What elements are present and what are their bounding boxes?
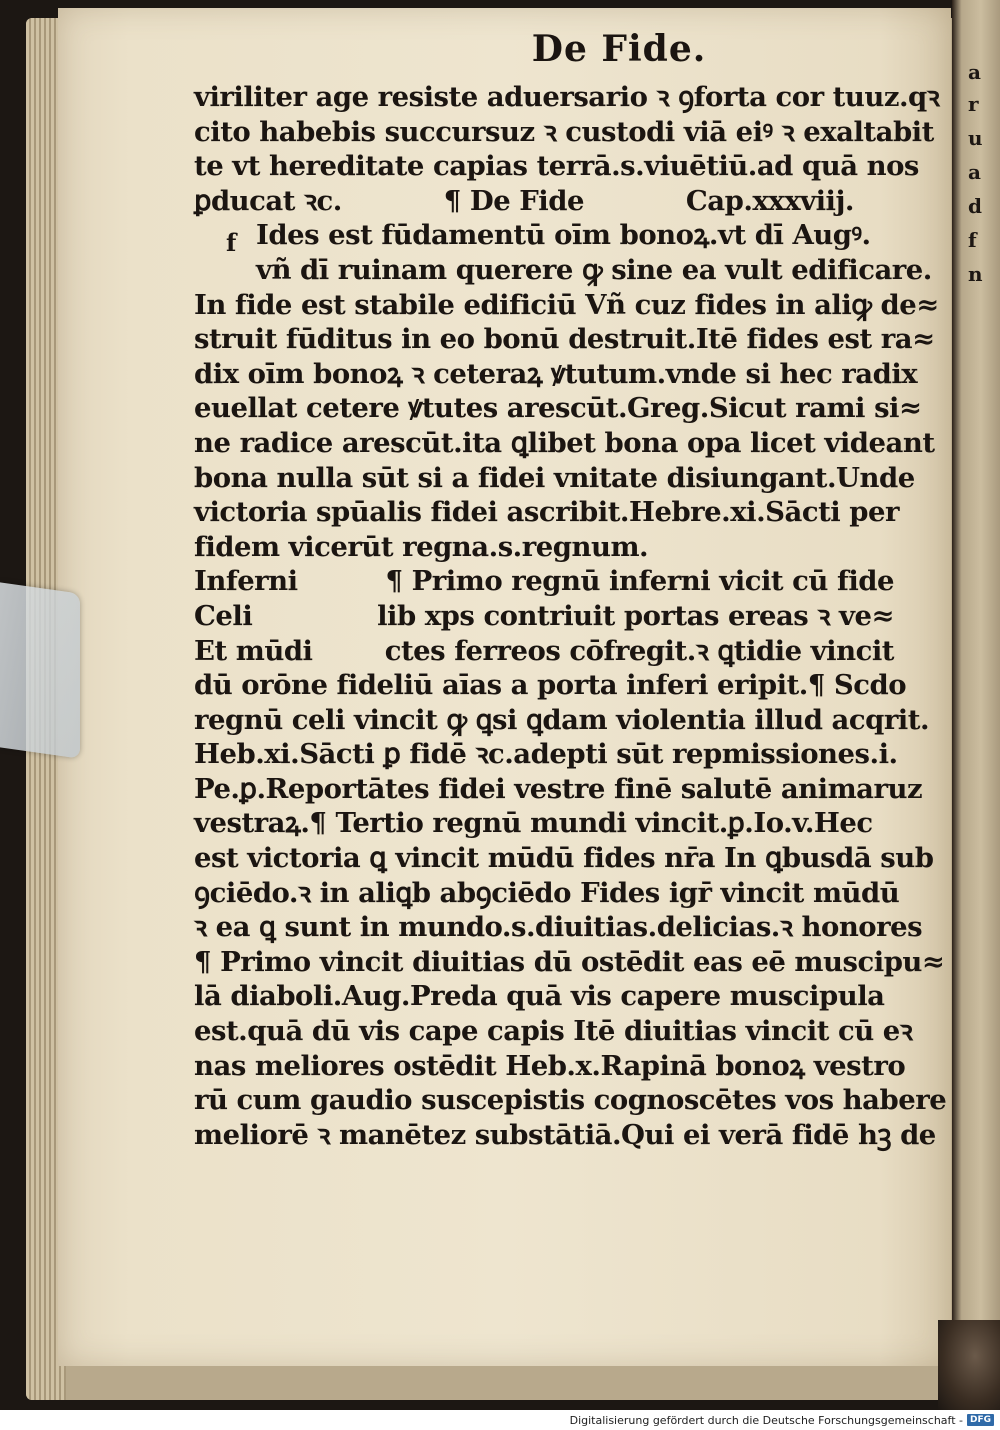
text-line: rū cum gaudio suscepistis cognoscētes vos habere <box>194 1084 947 1117</box>
text-line: est.quā dū vis cape capis Itē diuitias vincit cū eꝛ <box>194 1015 913 1048</box>
text-line: Heb.xi.Sācti ꝑ fidē ꝛc.adepti sūt repmissiones.i. <box>194 738 898 771</box>
text-line: ne radice arescūt.ita ꝗlibet bona opa licet videant <box>194 426 935 459</box>
chapter-title: ¶ De Fide <box>443 184 584 217</box>
text-line: regnū celi vincit ꝙ ꝗsi ꝗdam violentia illud acqrit. <box>194 703 930 736</box>
text-line: est victoria ꝗ vincit mūdū fides nr̄a In ꝗbusdā sub <box>194 842 934 875</box>
margin-note-line <box>194 564 894 599</box>
initial-letter: f <box>226 228 237 258</box>
text-line: vñ dī ruinam querere ꝙ sine ea vult edificare. <box>256 253 932 286</box>
book-binding <box>938 1320 1000 1410</box>
margin-note-line <box>194 634 894 669</box>
text-line: ꝯciēdo.ꝛ in aliꝗb abꝯciēdo Fides igr̄ vincit mūdū <box>194 876 900 909</box>
facing-fragment: f <box>968 228 977 252</box>
chapter-number: Cap.xxxviij. <box>685 184 854 217</box>
chapter-lead: ꝑducat ꝛc. <box>194 184 342 217</box>
margin-note: Et mūdi <box>194 634 313 667</box>
text-line: ꝛ ea ꝗ sunt in mundo.s.diuitias.delicias.ꝛ honores <box>194 911 923 944</box>
initial-paragraph <box>194 218 932 287</box>
margin-note-line <box>194 599 894 634</box>
text-line: lā diaboli.Aug.Preda quā vis capere muscipula <box>194 980 885 1013</box>
page-text <box>194 28 947 1152</box>
text-line: ¶ Primo vincit diuitias dū ostēdit eas eē muscipu≈ <box>194 945 945 978</box>
text-line: dū orōne fideliū aīas a porta inferi eripit.¶ Scdo <box>194 669 907 702</box>
text-line: bona nulla sūt si a fidei vnitate disiungant.Unde <box>194 461 915 494</box>
margin-note: Inferni <box>194 565 298 598</box>
text-line: vestraꝝ.¶ Tertio regnū mundi vincit.ꝑ.Io.v.Hec <box>194 807 873 840</box>
running-head: De Fide. <box>531 28 707 70</box>
footer-credit: Digitalisierung gefördert durch die Deutsche Forschungsgemeinschaft - <box>569 1413 963 1427</box>
text-segment: ¶ Primo regnū inferni vicit cū fide <box>385 565 894 598</box>
facing-fragment: a <box>968 160 981 184</box>
text-line: dix oīm bonoꝝ ꝛ ceteraꝝ ꝟtutum.vnde si hec radix <box>194 357 918 390</box>
text-line: viriliter age resiste aduersario ꝛ ꝯforta cor tuuz.qꝛ <box>194 81 940 113</box>
facing-fragment: u <box>968 126 983 150</box>
dfg-logo: DFG <box>967 1414 994 1426</box>
text-line: nas meliores ostēdit Heb.x.Rapinā bonoꝝ vestro <box>194 1049 906 1082</box>
text-line: victoria spūalis fidei ascribit.Hebre.xi.Sācti per <box>194 496 900 529</box>
facing-fragment: d <box>968 194 982 218</box>
chapter-heading-line <box>194 184 894 219</box>
facing-fragment: a <box>968 60 981 84</box>
text-line: cito habebis succursuz ꝛ custodi viā eiꝰ ꝛ exaltabit <box>194 115 934 148</box>
text-line: In fide est stabile edificiū Vñ cuz fides in aliꝙ de≈ <box>194 288 939 321</box>
text-line: euellat cetere ꝟtutes arescūt.Greg.Sicut rami si≈ <box>194 392 922 425</box>
text-line: meliorē ꝛ manētez substātiā.Qui ei verā fidē hꝫ de <box>194 1118 936 1151</box>
text-line: struit fūditus in eo bonū destruit.Itē fides est ra≈ <box>194 323 935 356</box>
facing-fragment: r <box>968 92 979 116</box>
text-line: te vt hereditate capias terrā.s.viuētiū.ad quā nos <box>194 150 919 183</box>
footer-credit-bar <box>0 1410 1000 1430</box>
facing-fragment: n <box>968 262 983 286</box>
text-segment: ctes ferreos cōfregit.ꝛ ꝗtidie vincit <box>384 634 894 667</box>
facing-page <box>952 0 1000 1410</box>
bookmark-strip <box>0 582 80 758</box>
text-line: fidem vicerūt regna.s.regnum. <box>194 530 649 563</box>
text-line: Ides est fūdamentū oīm bonoꝝ.vt dī Augꝰ. <box>256 219 871 252</box>
text-line: Pe.ꝑ.Reportātes fidei vestre finē salutē animaruz <box>194 772 923 805</box>
margin-note: Celi <box>194 599 253 632</box>
text-segment: lib xps contriuit portas ereas ꝛ ve≈ <box>377 599 894 632</box>
